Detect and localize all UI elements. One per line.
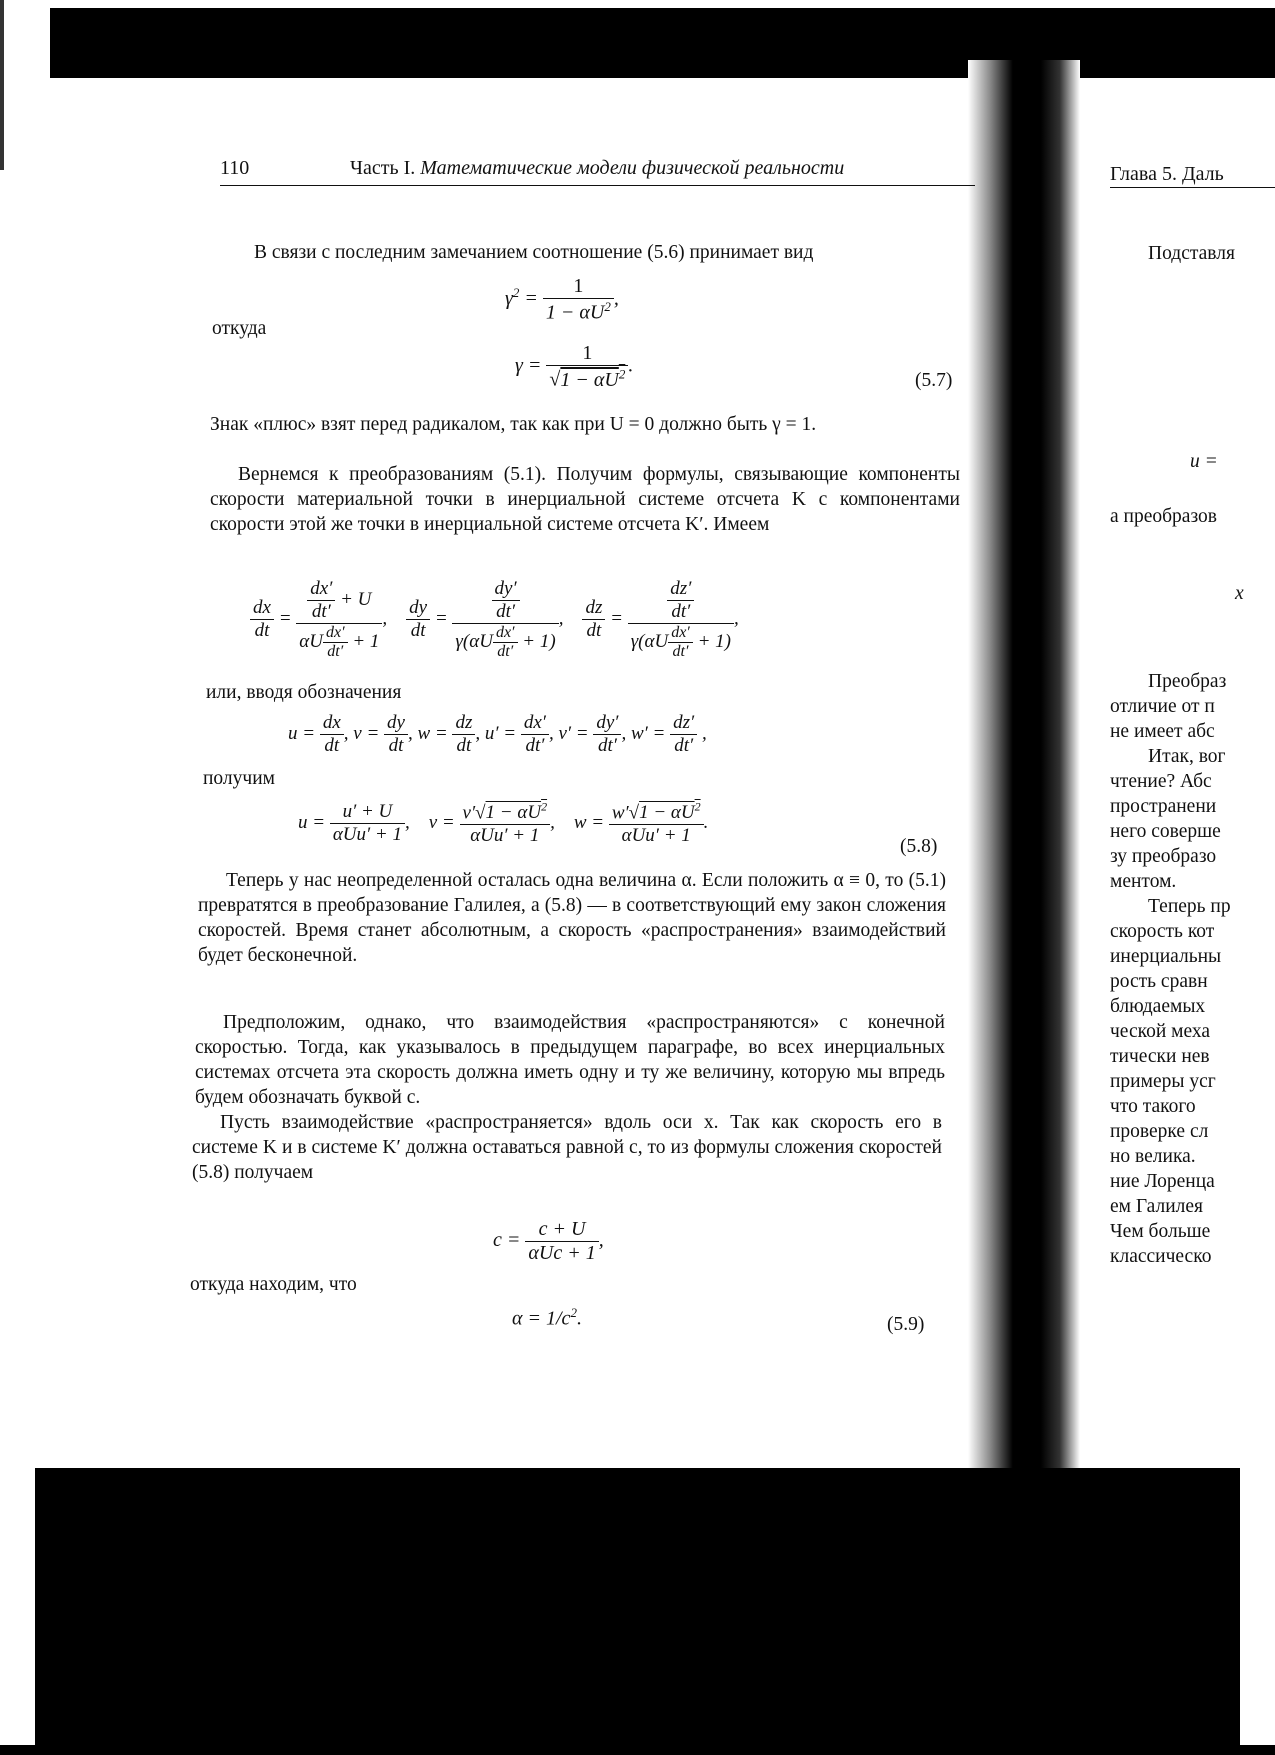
right-line: отличие от п [1110,696,1215,717]
equation-gamma-squared: $\gamma^2$ = $\frac{1}{1 - \alpha U^2}$ , [505,275,619,324]
paragraph-1: В связи с последним замечанием соотношение (5.6) принимает вид [254,242,814,263]
right-line: а преобразов [1110,506,1217,527]
right-line: тически нев [1110,1046,1210,1067]
right-line: проверке сл [1110,1121,1209,1142]
paragraph-6: Предположим, однако, что взаимодействия «распространяются» с конечной скоростью. Тогда, как указывалось в предыдущем параграфе, во всех инерциальных системах отсчета эта скорость должна иметь одну и ту же величину, которую мы впредь будем обозначать буквой c. [195,1012,945,1108]
right-line: классическо [1110,1246,1212,1267]
paragraph-4: или, вводя обозначения [206,682,402,703]
scan-bottom-edge [0,1745,1275,1755]
scan-top-dark-band [50,8,1275,78]
right-line: него соверше [1110,821,1221,842]
equation-number-5-7: (5.7) [915,370,953,391]
right-line: блюдаемых [1110,996,1206,1017]
paragraph-7: Пусть взаимодействие «распространяется» вдоль оси x. Так как скорость его в системе K и в системе K′ должна оставаться равной c, то из формулы сложения скоростей (5.8) получаем [192,1112,942,1183]
right-line: Теперь пр [1148,896,1231,917]
equation-c: c = $\frac{c + U}{\text{αUc + 1}}$ , [493,1218,604,1264]
paragraph-8: откуда находим, что [190,1274,357,1295]
right-line: ем Галилея [1110,1196,1204,1217]
right-line: ние Лоренца [1110,1171,1215,1192]
right-line: но велика. [1110,1146,1196,1167]
right-line: что такого [1110,1096,1196,1117]
equation-alpha: $\alpha = 1/c^2$. [512,1305,582,1330]
right-page-header: Глава 5. Даль [1110,162,1275,188]
running-header-title: Часть I. Математические модели физической реальности [350,157,845,179]
paragraph-3: Вернемся к преобразованиям (5.1). Получим формулы, связывающие компоненты скорости материальной точки в инерциальной системе отсчета K с компонентами скорости этой же точки в инерциальной системе отсчета K′. Имеем [210,464,960,535]
equation-number-5-8: (5.8) [900,836,938,857]
book-spine-shadow [968,60,1080,1480]
scan-bottom-dark-band [35,1468,1240,1753]
right-line: Итак, вог [1148,746,1226,767]
right-line: зу преобразо [1110,846,1217,867]
word-poluchim: получим [203,768,275,789]
equation-velocity-addition: u = $\frac{u' + U}{\text{αUu′ + 1}}$ , v = $\frac{v'√1 - \alpha U^2}{\text{αUu′ + 1}}$ , w = $\frac{w'√1 - \alpha U^2}{\text{αUu′ + 1}}$ . [298,800,709,847]
right-line: Чем больше [1110,1221,1211,1242]
page-number: 110 [220,157,250,179]
equation-velocity-derivatives: $\frac{dx}{dt}$ = $\frac{dx'}{dt'}$ + U αU $\frac{dx'}{dt'}$ + 1 , $\frac{dy}{dt}$ = $\frac{dy'}{dt'}$ γ(αU $\frac{dx'}{dt'}$ + 1) , $\frac{dz}{dt}$ = $\frac{dz'}{dt'}$ γ(αU $\frac{dx'}{dt'}$ + 1) , [250,578,739,661]
equation-notation: u = $\frac{dx}{dt}$ , v = $\frac{dy}{dt}$ , w = $\frac{dz}{dt}$ , u′ = $\frac{dx'}{dt'}$ , v′ = $\frac{dy'}{dt'}$ , w′ = $\frac{dz'}{dt'}$ , [288,712,707,756]
paragraph-2: Знак «плюс» взят перед радикалом, так как при U = 0 должно быть γ = 1. [210,414,817,435]
paragraph-5: Теперь у нас неопределенной осталась одна величина α. Если положить α ≡ 0, то (5.1) превратятся в преобразование Галилея, а (5.8) — в соответствующий ему закон сложения скоростей. Время станет абсолютным, а скорость «распространения» взаимодействий будет бесконечной. [198,870,946,966]
equation-number-5-9: (5.9) [887,1314,925,1335]
right-line: ческой меха [1110,1021,1211,1042]
right-line: Подставля [1148,243,1235,264]
right-line: Преобраз [1148,671,1227,692]
right-line: пространени [1110,796,1217,817]
right-line: ментом. [1110,871,1177,892]
right-line: не имеет абс [1110,721,1215,742]
equation-gamma: γ = $\frac{1}{√1 - \alpha U^2}$ . [515,342,634,391]
right-line: примеры усг [1110,1071,1216,1092]
right-line: чтение? Абс [1110,771,1212,792]
right-line: u = [1190,451,1218,472]
word-otkuda: откуда [212,318,267,339]
right-line: рость сравн [1110,971,1208,992]
scan-left-edge [0,0,4,170]
right-line: инерциальны [1110,946,1222,967]
running-header [220,157,975,186]
right-line: x [1235,583,1244,604]
right-line: скорость кот [1110,921,1215,942]
right-page-fragment [1110,150,1275,1330]
